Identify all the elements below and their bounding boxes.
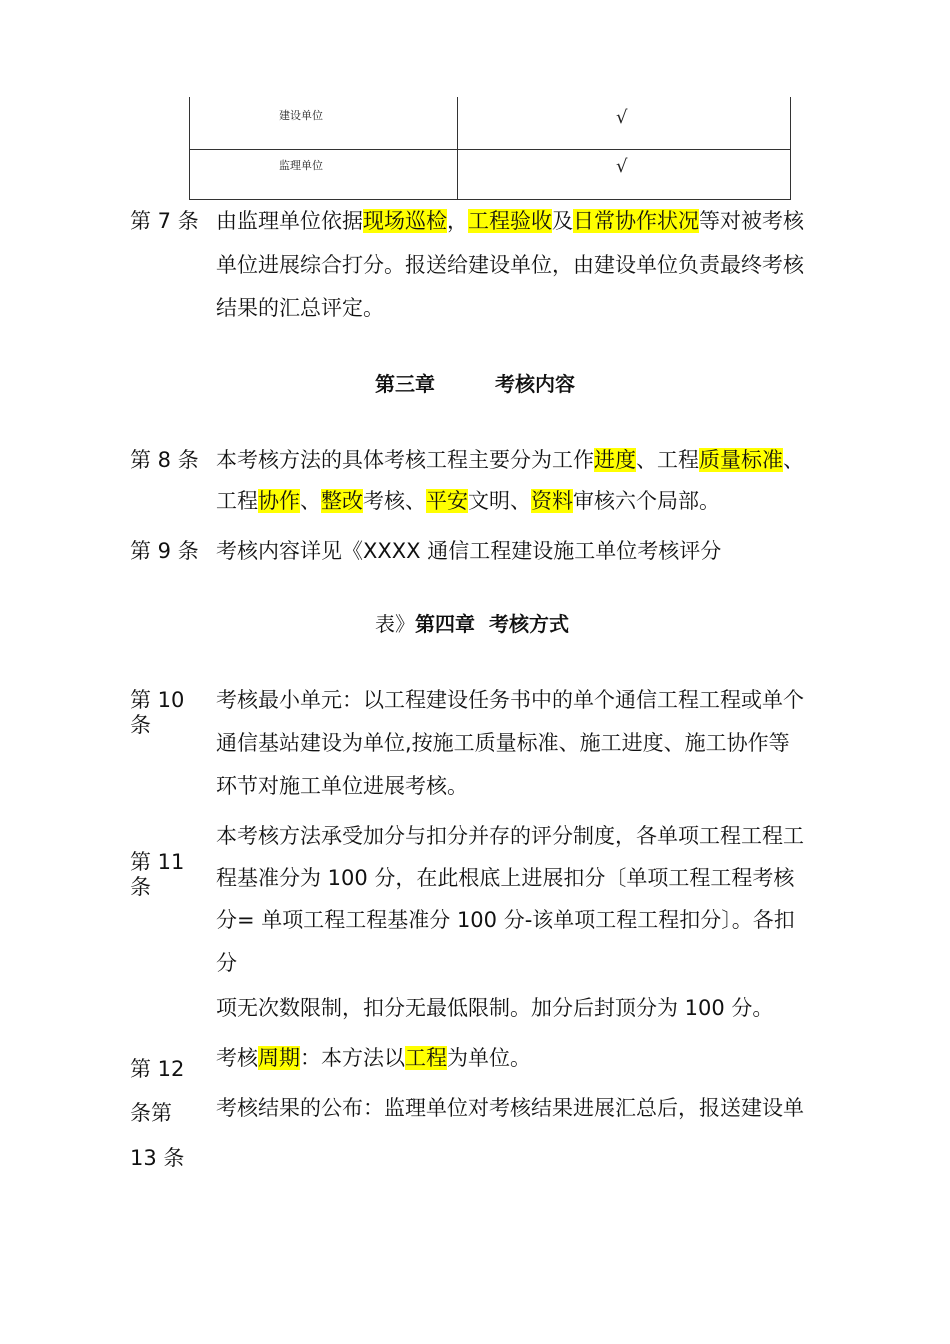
article-7-number: 第 7 条: [130, 209, 199, 233]
unit-table: [189, 97, 791, 200]
highlight: 现场巡检: [363, 209, 447, 233]
article-11-line-1: 本考核方法承受加分与扣分并存的评分制度，各单项工程工程工: [216, 824, 804, 848]
article-12-number: 第 12: [130, 1057, 185, 1081]
text-run: 、: [783, 448, 804, 472]
article-11-number: 第 11: [130, 850, 185, 874]
table-cell-unit: 建设单位: [279, 109, 323, 122]
highlight: 资料: [531, 489, 573, 513]
article-9-line-1: 考核内容详见《XXXX 通信工程建设施工单位考核评分: [216, 539, 722, 563]
text-run: 考核: [216, 1046, 258, 1070]
text-run: 等对被考核: [699, 209, 804, 233]
article-11-line-4: 分: [216, 951, 237, 975]
article-13-number: 13 条: [130, 1146, 185, 1170]
text-run: 、工程: [636, 448, 699, 472]
article-12-line-1: [216, 1044, 531, 1072]
highlight: 周期: [258, 1046, 300, 1070]
table-cell-check: √: [616, 107, 628, 128]
table-cell-check: √: [616, 156, 628, 177]
chapter-title: 考核内容: [495, 372, 575, 396]
article-9-number: 第 9 条: [130, 539, 199, 563]
article-11-line-2: 程基准分为 100 分，在此根底上进展扣分〔单项工程工程考核: [216, 866, 795, 890]
chapter-3-heading: [375, 368, 575, 397]
article-11-number-suffix: 条: [130, 875, 151, 899]
article-10-line-3: 环节对施工单位进展考核。: [216, 774, 468, 798]
highlight: 协作: [258, 489, 300, 513]
chapter-number: 第三章: [375, 372, 435, 396]
text-run: 及: [552, 209, 573, 233]
text-run: 工程: [216, 489, 258, 513]
highlight: 质量标准: [699, 448, 783, 472]
highlight: 整改: [321, 489, 363, 513]
article-13-line-1: 考核结果的公布：监理单位对考核结果进展汇总后，报送建设单: [216, 1096, 804, 1120]
highlight: 进度: [594, 448, 636, 472]
text-run: ，: [447, 209, 468, 233]
highlight: 日常协作状况: [573, 209, 699, 233]
highlight: 工程: [405, 1046, 447, 1070]
article-7-line-2: 单位进展综合打分。报送给建设单位，由建设单位负责最终考核: [216, 253, 804, 277]
chapter-number: 第四章: [415, 612, 475, 636]
article-12-13-number: 条第: [130, 1101, 172, 1125]
text-run: 本考核方法的具体考核工程主要分为工作: [216, 448, 594, 472]
article-10-line-2: 通信基站建设为单位,按施工质量标准、施工进度、施工协作等: [216, 731, 790, 755]
text-run: 审核六个局部。: [573, 489, 720, 513]
table-row-divider: [189, 149, 791, 150]
article-7-line-3: 结果的汇总评定。: [216, 296, 384, 320]
article-11-line-5: 项无次数限制，扣分无最低限制。加分后封顶分为 100 分。: [216, 996, 774, 1020]
chapter-4-heading: [375, 608, 569, 637]
article-8-number: 第 8 条: [130, 448, 199, 472]
table-border-bottom: [189, 199, 791, 200]
article-10-number-suffix: 条: [130, 713, 151, 737]
article-11-line-3: 分= 单项工程工程基准分 100 分-该单项工程工程扣分〕。各扣: [216, 908, 795, 932]
highlight: 工程验收: [468, 209, 552, 233]
article-7-line-1: [216, 207, 804, 235]
chapter-prefix: 表》: [375, 612, 415, 636]
text-run: 、: [300, 489, 321, 513]
text-run: 由监理单位依据: [216, 209, 363, 233]
table-cell-unit: 监理单位: [279, 159, 323, 172]
text-run: 考核、: [363, 489, 426, 513]
text-run: 文明、: [468, 489, 531, 513]
article-10-line-1: 考核最小单元：以工程建设任务书中的单个通信工程工程或单个: [216, 688, 804, 712]
article-10-number: 第 10: [130, 688, 185, 712]
text-run: ：本方法以: [300, 1046, 405, 1070]
article-8-line-2: [216, 487, 720, 515]
chapter-title: 考核方式: [489, 612, 569, 636]
text-run: 为单位。: [447, 1046, 531, 1070]
highlight: 平安: [426, 489, 468, 513]
article-8-line-1: [216, 446, 804, 474]
